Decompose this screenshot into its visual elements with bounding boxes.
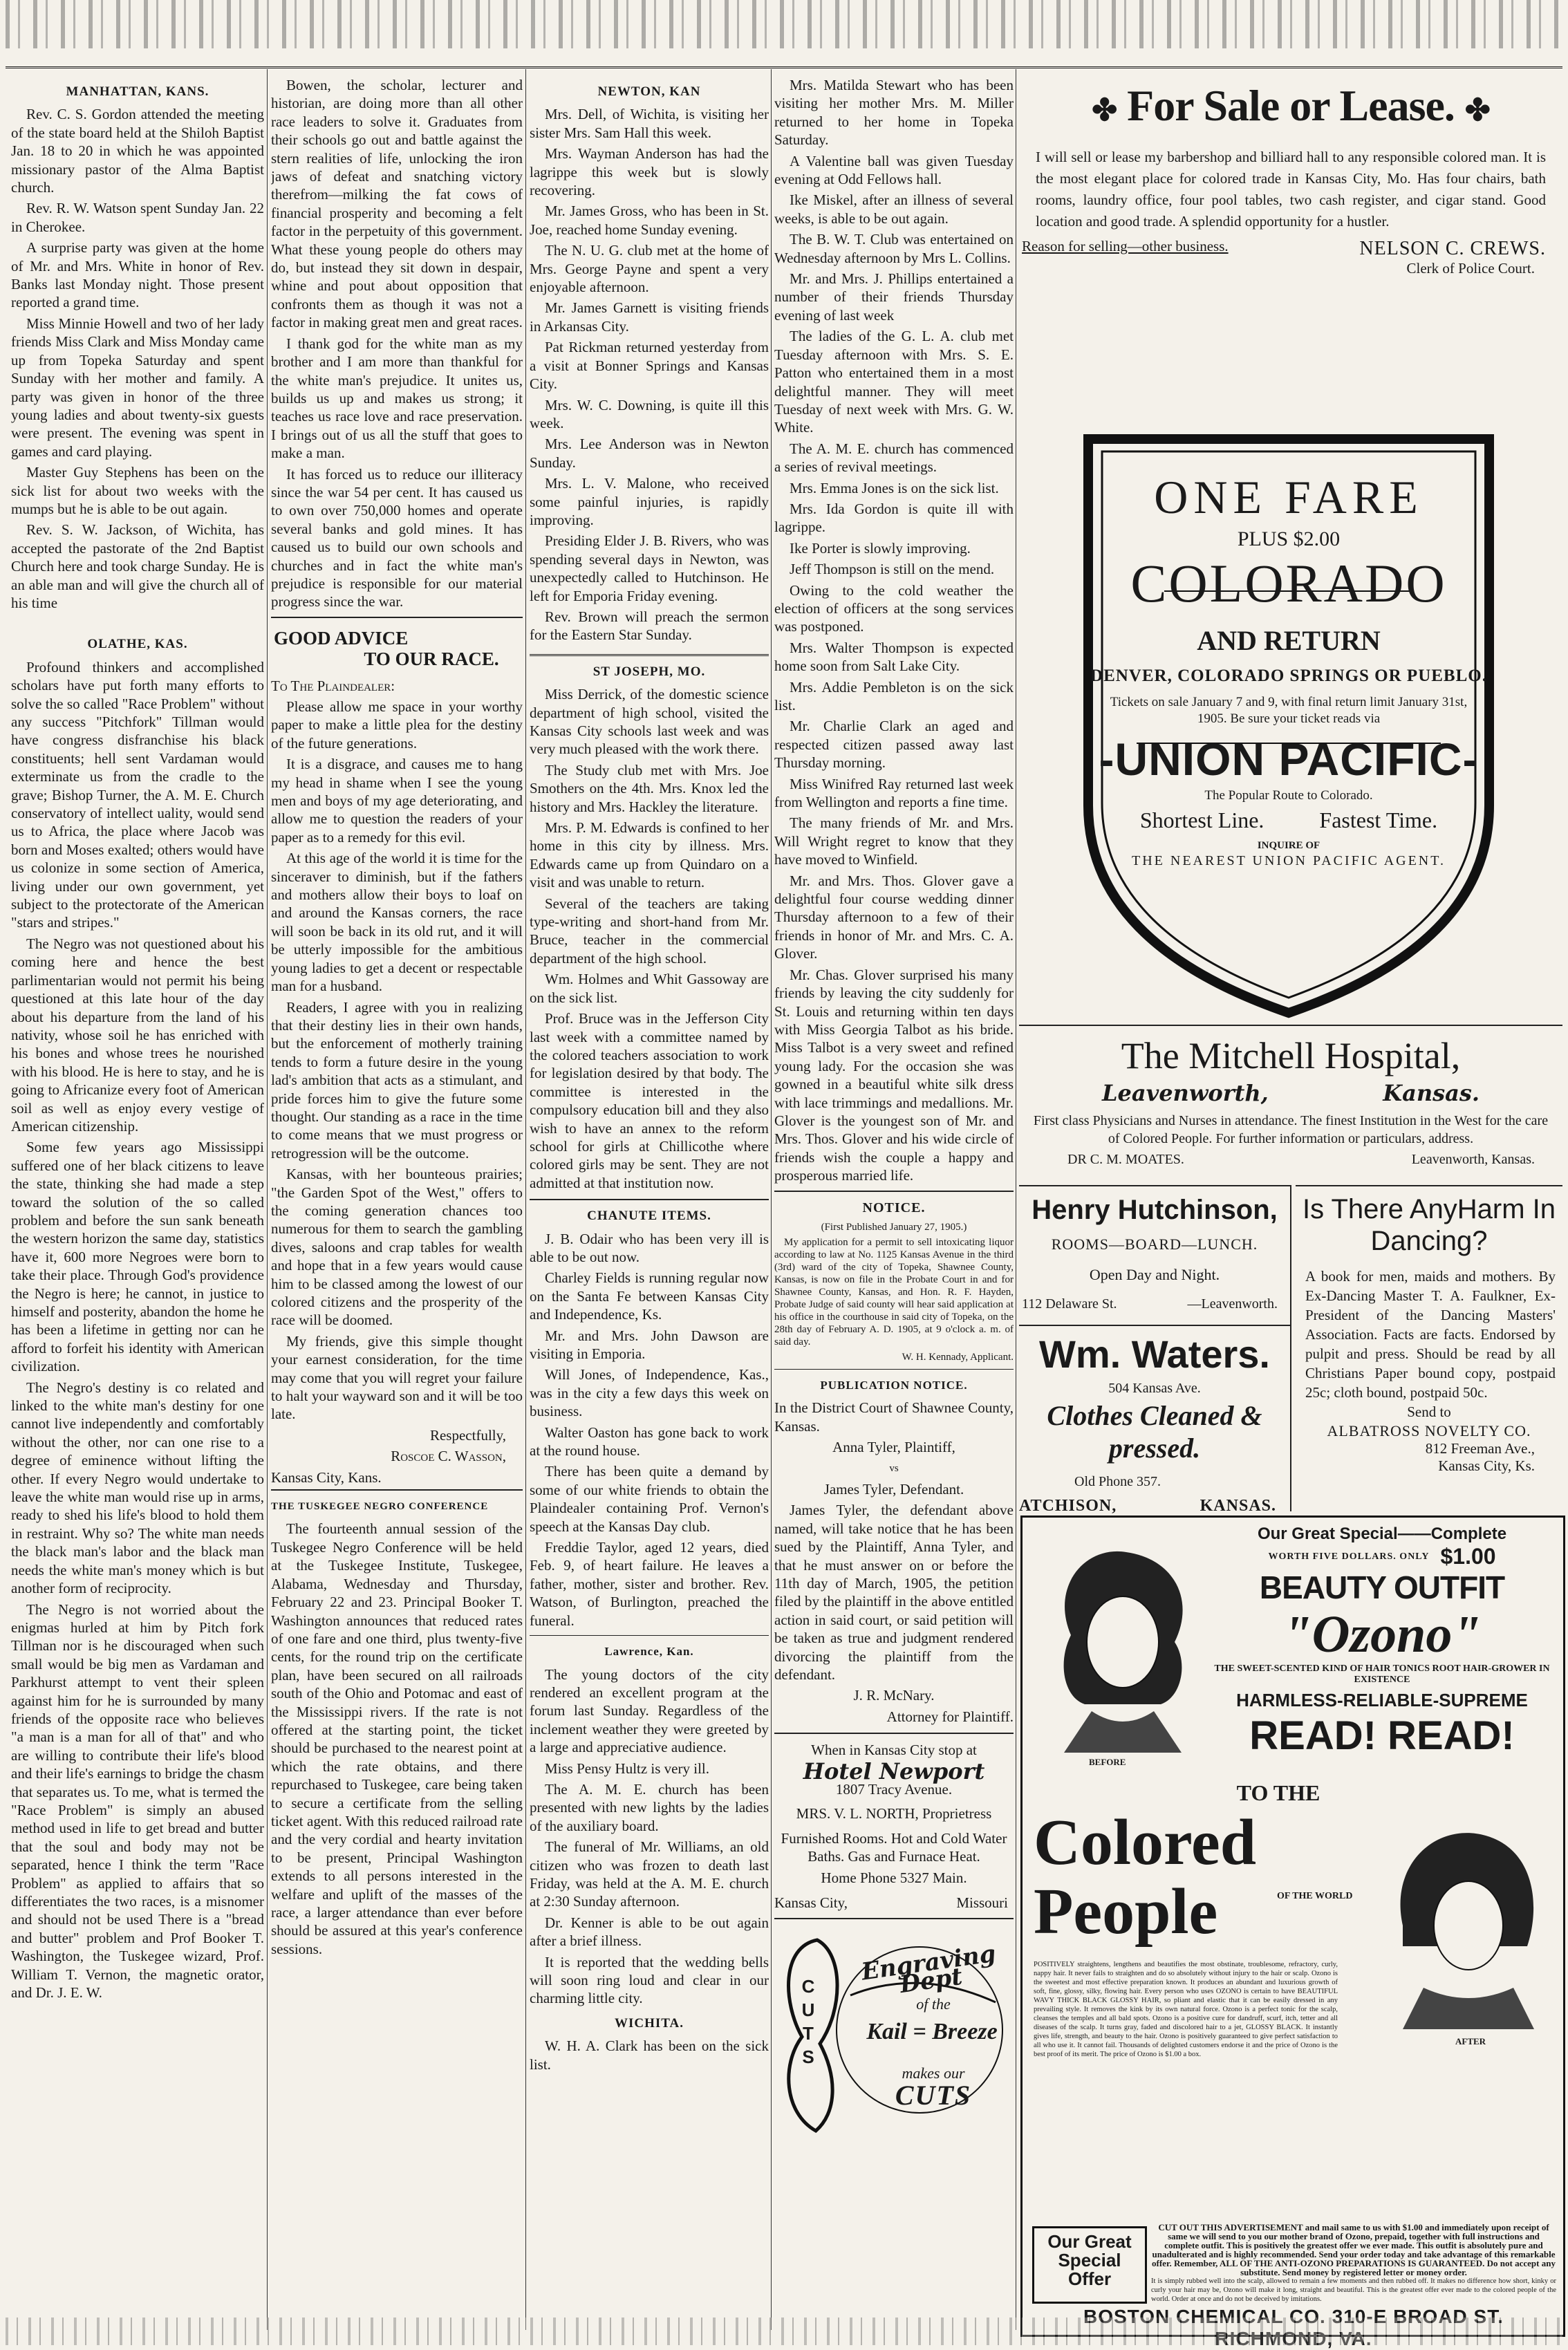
ozono-claim: HARMLESS-RELIABLE-SUPREME [1236, 1690, 1528, 1710]
paragraph: Miss Pensy Hultz is very ill. [545, 1760, 710, 1777]
paragraph: There has been quite a demand by some of our white friends to obtain the Plaindealer containing Prof. Vernon's speech at the Kansas Day club. [530, 1463, 769, 1535]
paragraph: Mr. Charlie Clark an aged and respected citizen passed away last Thursday morning. [774, 718, 1014, 772]
paragraph: The Negro's destiny is co related and linked to the white man's destiny for one cannot live independently and comfortably without the other, nor can one rise to a degree of eminence without lifting the other. If every Negro would undertake to leave the white man would rise up in arms, ready to shed his life's blood to hold them in restraint. Why so? The white man needs the black man's labor and the black man needs the white man's money which is but another form of reciprocity. [11, 1379, 264, 1597]
column-4 [774, 76, 1014, 2337]
section-heading-manhattan: MANHATTAN, KANS. [66, 84, 209, 99]
paragraph: Miss Derrick, of the domestic science department of high school, visited the Kansas City schools last week and was very much pleased with the work there. [530, 686, 769, 758]
hotel-phone: Home Phone 5327 Main. [821, 1869, 967, 1886]
dancing-company: ALBATROSS NOVELTY CO. [1327, 1422, 1531, 1439]
destination-heading: COLORADO [1130, 553, 1447, 613]
lawrence-news [530, 1666, 769, 2008]
paragraph: Ike Porter is slowly improving. [790, 539, 971, 557]
after-portrait-icon [1382, 1822, 1548, 2029]
tuskegee-article: The fourteenth annual session of the Tuskegee Negro Conference will be held at the Tuskegee Institute, Tuskegee, Alabama, Wednesday and Thursday, February 22 and 23. Principal Booker T. Washington announces that reduced rates of one fare and one third, plus twenty-five cents, for the round trip on the certificate plan, have been secured on all railroads south of the Ohio and Potomac and east of the Mississippi rivers. If the rate is not offered at the starting point, the ticket should be purchased to the nearest point at which the rate obtains, and there repurchased to Tuskegee, care being taken to secure a certificate from the selling ticket agent. With this reduced railroad rate and the very cordial and hearty invitation to be present, Principal Washington extends to all persons interested in the welfare and uplift of the masses of the race, a larger attendance than ever before should be assured at this year's conference sessions. [271, 1520, 523, 1957]
paragraph: Readers, I agree with you in realizing that their destiny lies in their own hands, but the enforcement of motherly training tends to form a future desire in the young lad's ambition that acts as a stimulant, and pride forces him to give the future some thought. Our standing as a race in the time to come means that we must progress or retrogression will be the outcome. [271, 998, 523, 1162]
engraving-ad [774, 1926, 1014, 2141]
paragraph: It is reported that the wedding bells will soon ring loud and clear in our charming little city. [530, 1953, 769, 2007]
waters-state: KANSAS. [1200, 1497, 1276, 1515]
section-heading-newton: NEWTON, KAN [597, 84, 701, 99]
paragraph: Several of the teachers are taking type-writing and short-hand from Mr. Bruce, teacher in the commercial department of the high school. [530, 895, 769, 967]
forsale-ad-body: I will sell or lease my barbershop and billiard hall to any responsible colored man. It is the most elegant place for colored trade in Kansas City, Mo. Has four chairs, bath rooms, laundry office, four pool tables, two cash register, and cigar stand. Good location and good trade. A splendid opportunity for a hustler. [1036, 149, 1546, 230]
destination-cities: DENVER, COLORADO SPRINGS OR PUEBLO. [1090, 666, 1487, 685]
newspaper-page [6, 0, 1562, 2349]
advice-heading-1: GOOD ADVICE [274, 627, 409, 649]
engraving-of: of the [916, 1995, 951, 2013]
advice-article [271, 698, 523, 1424]
hospital-city: Leavenworth, [1102, 1080, 1269, 1106]
paragraph: My friends, give this simple thought your earnest consideration, for the time may come that you will regret your failure to halt your wayward son and it will be too late. [271, 1332, 523, 1423]
ozono-of-world: OF THE WORLD [1277, 1891, 1353, 1901]
ozono-read: READ! READ! [1249, 1713, 1515, 1758]
ozono-coupon [1151, 2223, 1556, 2304]
paragraph: Owing to the cold weather the election of officers at the song services was postponed. [774, 581, 1014, 635]
publication-plaintiff: Anna Tyler, Plaintiff, [832, 1439, 955, 1456]
hutchinson-services: ROOMS—BOARD—LUNCH. [1051, 1235, 1258, 1253]
section-heading-olathe: OLATHE, KAS. [87, 637, 188, 652]
advice-closing: Respectfully, [429, 1426, 506, 1444]
paragraph: The funeral of Mr. Williams, an old citizen who was frozen to death last Friday, was held at the A. M. E. church at 2:30 Sunday afternoon. [530, 1838, 769, 1910]
olathe-article [11, 658, 264, 2002]
publication-attorney-title: Attorney for Plaintiff. [886, 1708, 1014, 1725]
shortest-line: Shortest Line. [1139, 808, 1264, 832]
olathe-article-continued [271, 76, 523, 611]
paragraph: Mrs. Wayman Anderson has had the lagrippe this week but is slowly recovering. [530, 145, 769, 199]
publication-vs: vs [889, 1462, 899, 1474]
paragraph: Will Jones, of Independence, Kas., was in the city a few days this week on business. [530, 1366, 769, 1420]
paragraph: The Study club met with Mrs. Joe Smothers on the 4th. Mrs. Knox led the history and Mrs. Hackley the literature. [530, 761, 769, 815]
paragraph: Bowen, the scholar, lecturer and historian, are doing more than all other race leaders to solve it. Graduates from their schools go out and battle against the stern realities of life, unlocking the iron jaws of defeat and snatching victory therefrom—milking the fat cows of financial prosperity and becoming a felt factor in the perpetuity of this government. What these young people do others may do, but instead they sit down in despair, whine and pout about opposition that confronts them as though it was not a factor in making great men and great races. [271, 77, 523, 331]
chanute-news [530, 1230, 769, 1630]
stjoseph-news [530, 685, 769, 1192]
notice-heading: NOTICE. [862, 1200, 926, 1215]
ozono-people: People [1034, 1876, 1218, 1948]
engraving-paper: Kail = Breeze [866, 2018, 998, 2044]
waters-name: Wm. Waters. [1019, 1325, 1290, 1377]
waters-address: 504 Kansas Ave. [1108, 1381, 1201, 1396]
paragraph: Mrs. Dell, of Wichita, is visiting her sister Mrs. Sam Hall this week. [530, 106, 769, 141]
after-label: AFTER [1455, 2036, 1486, 2046]
ozono-worth: WORTH FIVE DOLLARS. ONLY [1268, 1551, 1430, 1562]
inquire-label: INQUIRE OF [1257, 840, 1320, 851]
dancing-address-1: 812 Freeman Ave., [1425, 1440, 1535, 1457]
ozono-coupon-heading: CUT OUT THIS ADVERTISEMENT and mail same to us with $1.00 and immediately upon receipt of same we will send to you our mother brand of Ozono, prepaid, together with full instructions and complete outfit. This is positively the greatest offer we ever made. This outfit is absolutely pure and unadulterated and is highly recommended. Send your order today and take advantage of this remarkable offer. Remember, ALL OF THE ANTI-OZONO PREPARATIONS IS GUARANTEED. Do not accept any substitute. Send money by registered letter or money order. [1152, 2222, 1556, 2277]
torn-top-edge [6, 0, 1562, 48]
paragraph: Wm. Holmes and Whit Gassoway are on the sick list. [530, 971, 769, 1006]
paragraph: At this age of the world it is time for the sinceraver to diminish, but if the fathers and mothers allow their boys to loaf on and around the Kansas corners, the race will soon be back in its old rut, and it will be utterly impossible for the ambitious young ladies to get a decent or respectable man for a husband. [271, 850, 523, 995]
paragraph: Please allow me space in your worthy paper to make a little plea for the destiny of the future generations. [271, 698, 523, 752]
paragraph: Mrs. Walter Thompson is expected home soon from Salt Lake City. [774, 639, 1014, 675]
column-rule [525, 69, 526, 2330]
ticket-details: Tickets on sale January 7 and 9, with final return limit January 31st, 1905. Be sure your ticket reads via [1110, 695, 1468, 726]
hospital-doctor-city: Leavenworth, Kansas. [1411, 1152, 1535, 1167]
paragraph: Rev. R. W. Watson spent Sunday Jan. 22 in Cherokee. [11, 200, 264, 235]
paragraph: A Valentine ball was given Tuesday evening at Odd Fellows hall. [774, 152, 1014, 188]
advice-signer-city: Kansas City, Kans. [271, 1468, 382, 1486]
ozono-tagline: THE SWEET-SCENTED KIND OF HAIR TONICS ROOT HAIR-GROWER IN EXISTENCE [1214, 1663, 1550, 1685]
paragraph: I thank god for the white man as my brother and I am more than thankful for the white man's prejudice. It unites us, builds us up and makes us strong; it teaches us race love and race preservation. I brings out of us all the stuff that goes to make a man. [271, 335, 523, 462]
publication-body: James Tyler, the defendant above named, will take notice that he has been sued by the Plaintiff, Anna Tyler, and that he must answer on or before the 11th day of March, 1905, the petition filed by the plaintiff in the above entitled action in said court, or said petition will be taken as true and judgment rendered divorcing the plaintiff from the defendant. [774, 1502, 1014, 1684]
hutchinson-name: Henry Hutchinson, [1032, 1195, 1278, 1225]
engraving-side-cuts: CUTS [801, 1975, 815, 2067]
torn-bottom-edge [6, 2318, 1562, 2345]
union-pacific-ad [1061, 442, 1517, 869]
paragraph: Miss Minnie Howell and two of her lady friends Miss Clark and Miss Monday came up from Topeka Saturday and spent Sunday with her mother and family. A party was given in honor of the three young ladies and about twenty-six guests were present. The evening was spent in games and card playing. [11, 315, 264, 460]
hutchinson-address: 112 Delaware St. [1022, 1296, 1117, 1312]
waters-service: Clothes Cleaned & pressed. [1047, 1400, 1262, 1464]
mitchell-hospital-ad [1019, 1025, 1562, 1168]
paragraph: Mr. James Gross, who has been in St. Joe, reached home Sunday evening. [530, 203, 769, 238]
advice-salutation: To The Plaindealer: [271, 677, 395, 694]
hotel-state: Missouri [956, 1894, 1008, 1912]
column-1 [11, 76, 264, 2337]
publication-heading: PUBLICATION NOTICE. [820, 1378, 968, 1392]
paragraph: Profound thinkers and accomplished scholars have put forth many efforts to solve the so called "Race Problem" without any success "Pitchfork" Tillman would have congress disfranchise his black constituents; hell sent Vardaman would exterminate us from the cradle to the grave; Bishop Turner, the A. M. E. Church conservatory of intellect uality, would send us to Africa, the place where Jacob was born and Moses exalted; others would have us colonize in some section of America, living under our own government, yet subject to the protectorate of the American "stars and stripes." [11, 658, 264, 931]
hotel-intro: When in Kansas City stop at [811, 1742, 977, 1759]
paragraph: Mrs. Emma Jones is on the sick list. [790, 479, 999, 496]
paragraph: The A. M. E. church has commenced a series of revival meetings. [774, 440, 1014, 476]
dancing-address-2: Kansas City, Ks. [1438, 1457, 1535, 1474]
dancing-book-ad [1296, 1185, 1562, 1511]
fare-plus: PLUS $2.00 [1237, 528, 1341, 550]
dancing-book-title: Is There AnyHarm In Dancing? [1302, 1194, 1556, 1256]
paragraph: Pat Rickman returned yesterday from a visit at Bonner Springs and Kansas City. [530, 339, 769, 393]
hotel-name: Hotel Newport [803, 1757, 985, 1784]
paragraph: Mrs. Lee Anderson was in Newton Sunday. [530, 436, 769, 471]
hotel-address: 1807 Tracy Avenue. [835, 1781, 953, 1798]
hotel-city: Kansas City, [774, 1894, 848, 1912]
hutchinson-waters-ads [1019, 1185, 1291, 1515]
paragraph: The N. U. G. club met at the home of Mrs. George Payne and spent a very enjoyable afternoon. [530, 242, 769, 296]
hospital-name: The Mitchell Hospital, [1121, 1035, 1461, 1076]
paragraph: It is a disgrace, and causes me to hang my head in shame when I see the young men and boys of my age deteriorating, and allow me to question the readers of your paper as to a remedy for this evil. [271, 756, 523, 846]
dancing-book-body: A book for men, maids and mothers. By Ex-Dancing Master T. A. Faulkner, Ex-President of the Dancing Masters' Association. Facts are facts. Endorsed by pulpit and press. Should be read by all Christians Paper bound copy, postpaid 25c; cloth bound, postpaid 50c. [1305, 1268, 1556, 1401]
forsale-advertiser: NELSON C. CREWS. [1359, 238, 1546, 259]
column-rule [267, 69, 268, 2330]
paragraph: Mrs. W. C. Downing, is quite ill this week. [530, 396, 769, 431]
advertisements-column [1019, 76, 1562, 2349]
paragraph: Mrs. P. M. Edwards is confined to her home in this city by illness. Mrs. Edwards came up from Quindaro on a visit and was unable to return. [530, 819, 769, 891]
paragraph: The A. M. E. church has been presented with new lights by the ladies of the auxiliary board. [530, 1780, 769, 1834]
notice-date: (First Published January 27, 1905.) [821, 1221, 967, 1233]
section-heading-chanute: CHANUTE ITEMS. [587, 1209, 711, 1224]
paragraph: Mr. and Mrs. John Dawson are visiting in Emporia. [530, 1327, 769, 1362]
paragraph: Rev. Brown will preach the sermon for the Eastern Star Sunday. [530, 608, 769, 644]
paragraph: Rev. C. S. Gordon attended the meeting of the state board held at the Shiloh Baptist Jan. 18 to 20 in which he was appointed missionary pastor of the Alma Baptist church. [11, 106, 264, 196]
before-label: BEFORE [1089, 1757, 1126, 1767]
paragraph: Mr. and Mrs. J. Phillips entertained a number of their friends Thursday evening of last week [774, 270, 1014, 324]
paragraph: Dr. Kenner is able to be out again after a brief illness. [530, 1914, 769, 1950]
dancing-send-to: Send to [1407, 1404, 1451, 1420]
paragraph: The young doctors of the city rendered an excellent program at the forum last Sunday. Regardless of the inclement weather they were greeted by a large and appreciative audience. [530, 1666, 769, 1756]
ozono-price: $1.00 [1440, 1544, 1496, 1569]
paragraph: Master Guy Stephens has been on the sick list for about two weeks with the mumps but he is able to be out again. [11, 464, 264, 517]
column-rule [771, 69, 772, 2330]
paragraph: Ike Miskel, after an illness of several weeks, is able to be out again. [774, 192, 1014, 227]
paragraph: The many friends of Mr. and Mrs. Will Wright regret to know that they have moved to Winfield. [774, 814, 1014, 868]
hospital-state: Kansas. [1383, 1080, 1480, 1106]
top-rule [6, 66, 1562, 68]
paragraph: Walter Oaston has gone back to work at the round house. [530, 1424, 769, 1460]
paragraph: Mrs. Matilda Stewart who has been visiting her mother Mrs. M. Miller returned to her home in Topeka Saturday. [774, 77, 1014, 149]
forsale-advertiser-title: Clerk of Police Court. [1406, 260, 1535, 277]
paragraph: Kansas, with her bounteous prairies; "the Garden Spot of the West," offers to the coming generation chances too numerous for them to search the gambling dives, saloons and crap tables for wealth and hope that in a few years would cause him to be classed among the lowest of our colored citizens and the prosperity of the race will be doomed. [271, 1166, 523, 1329]
ozono-beauty-ad [1020, 1516, 1565, 2349]
leaf-ornament-icon: ✤ [1464, 93, 1490, 127]
route-tagline: The Popular Route to Colorado. [1204, 788, 1373, 803]
paragraph: J. B. Odair who has been very ill is able to be out now. [530, 1230, 769, 1265]
paragraph: The Negro was not questioned about his coming here and hence the best parlimentarian would not permit his being questioned at this late hour of the day about his departure from the land of his nativity, whose soil he has enriched with his bones and whose trees he nourished with his blood. He is here to stay, and he is going to Africanize every foot of American soil as well as enjoy every vestige of American citizenship. [11, 935, 264, 1135]
paragraph: It has forced us to reduce our illiteracy since the war 54 per cent. It has caused us to own over 750,000 homes and operate several banks and gold mines. It has caused us to build our own schools and churches and in fact the white man's prejudice is responsible for our material progress since the war. [271, 465, 523, 610]
section-heading-lawrence: Lawrence, Kan. [604, 1645, 694, 1659]
manhattan-news [11, 105, 264, 612]
advice-heading-2: TO OUR RACE. [364, 649, 499, 670]
notice-signer: W. H. Kennady, Applicant. [902, 1351, 1014, 1363]
hotel-proprietress: MRS. V. L. NORTH, Proprietress [796, 1805, 992, 1822]
waters-phone: Old Phone 357. [1074, 1474, 1161, 1489]
publication-court: In the District Court of Shawnee County, Kansas. [774, 1399, 1014, 1435]
paragraph: Mr. Chas. Glover surprised his many friends by leaving the city suddenly for St. Louis and returning within ten days with Miss Georgia Talbot as his bride. Miss Talbot is a very sweet and refined young lady. For the occasion she was gowned in a beautiful white silk dress with lace trimmings and medallions. Mr. Glover is the youngest son of Mr. and Mrs. Thos. Glover and his wide circle of friends wish the couple a happy and prosperous married life. [774, 966, 1014, 1184]
paragraph: The B. W. T. Club was entertained on Wednesday afternoon by Mrs L. Collins. [774, 231, 1014, 266]
paragraph: Mr. James Garnett is visiting friends in Arkansas City. [530, 299, 769, 335]
paragraph: A surprise party was given at the home of Mr. and Mrs. White in honor of Rev. Banks last Monday night. Those present reported a grand time. [11, 239, 264, 311]
paragraph: Charley Fields is running regular now on the Santa Fe between Kansas City and Independence, Ks. [530, 1269, 769, 1323]
local-news [774, 76, 1014, 1185]
hutchinson-hours: Open Day and Night. [1089, 1266, 1220, 1283]
paragraph: The Negro is not worried about the enigmas hurled at him by Pitch fork Tillman nor is he discouraged when such small would be big men as Vardaman and Parkhurst attempt to vent their spleen against him for he is surrounded by many friends of the opposite race who believes "a man is a man for all of that" and who are willing to contribute their life's blood and their life's earnings to bridge the chasm that separates us. To me, what is termed the "Race Problem" is simply an abused method used in life to get bread and butter that the soul and body may not be separated, hence I think the term "Race Problem" as applied to affairs that so differentiates the two races, is a misnomer and should not be used There is a "bread and butter" problem and Prof Booker T. Washington, the Tuskegee wizard, Prof. William T. Vernon, the magnetic orator, and Dr. J. E. W. [11, 1601, 264, 2002]
paragraph: Miss Winifred Ray returned last week from Wellington and reports a fine time. [774, 775, 1014, 811]
forsale-ad-title: ✤ For Sale or Lease. ✤ [1092, 81, 1490, 130]
paragraph: Mrs. Ida Gordon is quite ill with lagrippe. [774, 500, 1014, 536]
publication-defendant: James Tyler, Defendant. [823, 1481, 964, 1498]
publication-attorney: J. R. McNary. [853, 1687, 935, 1704]
advice-signer: Roscoe C. Wasson, [391, 1448, 506, 1465]
ozono-special: Our Great Special——Complete [1257, 1524, 1507, 1543]
paragraph: Mr. and Mrs. Thos. Glover gave a delightful four course wedding dinner Thursday afternoon to a few of their friends in honor of Mr. and Mrs. C. A. Glover. [774, 872, 1014, 962]
fastest-time: Fastest Time. [1319, 808, 1438, 832]
ozono-colored: Colored [1034, 1807, 1257, 1878]
ozono-company: BOSTON CHEMICAL CO. 310-E BROAD ST. RICHMOND, VA. [1083, 2306, 1504, 2349]
paragraph: Jeff Thompson is still on the mend. [790, 561, 995, 578]
ozono-coupon-body: It is simply rubbed well into the scalp, allowed to remain a few moments and then rubbed off. It makes no difference how short, kinky or curly your hair may be, Ozono will make it long, straight and beautiful. This is the greatest offer ever made to the colored people of the world. Order at once and do not be deceived by imitations. [1151, 2277, 1556, 2303]
section-heading-stjoseph: ST JOSEPH, MO. [592, 664, 706, 679]
agent-label: THE NEAREST UNION PACIFIC AGENT. [1132, 853, 1446, 868]
hospital-description: First class Physicians and Nurses in attendance. The finest Institution in the West for the care of Colored People. For further information or particulars, address. [1033, 1113, 1549, 1146]
paragraph: The ladies of the G. L. A. club met Tuesday afternoon with Mrs. S. E. Patton who entertained them in a most delightful manner. They will meet Tuesday of next week with Mrs. G. W. White. [774, 328, 1014, 436]
ozono-to-the: TO THE [1236, 1780, 1320, 1805]
hospital-doctor: DR C. M. MOATES. [1067, 1152, 1184, 1167]
ozono-special-offer: Our Great Special Offer [1032, 2226, 1147, 2304]
ozono-description: POSITIVELY straightens, lengthens and beautifies the most obstinate, troublesome, refractory, curly, nappy hair. It never fails to straighten and do so absolutely without injury to the hair or scalp. Ozono is the sweetest and most effective preparation known. It produces an abundant and luxurious growth of soft, fine, glossy, silky, flowing hair. Every person who uses OZONO is certain to have BEAUTIFUL WAVY THICK BLACK GLOSSY HAIR, so pliant and elastic that it can be easily dressed in any prevailing style. It removes the kink by its own natural force. Ozono is a perfect tonic for the scalp, cleanses the temples and all bald spots. Ozono is a positive cure for dandruff, scurf, itch, tetter and all diseases of the scalp. It turns gray, faded and discolored hair to a jet, GLOSSY BLACK. It instantly gives life, strength, and beauty to the hair. Ozono is positively guaranteed to give perfect satisfaction to all who use it. It cannot fail. Thousands of delighted customers endorse it and the price of Ozono is the best proof of its merit. The price of Ozono is $1.00 a box. [1034, 1961, 1338, 2058]
engraving-dept: Engraving Dept [859, 1939, 998, 1999]
fare-heading: ONE FARE [1154, 471, 1424, 523]
ozono-brand: "Ozono" [1282, 1605, 1482, 1663]
hutchinson-city: —Leavenworth. [1187, 1296, 1278, 1312]
paragraph: Mrs. L. V. Malone, who received some painful injuries, is rapidly improving. [530, 475, 769, 528]
paragraph: Presiding Elder J. B. Rivers, who was spending several days in Newton, was unexpectedly called to Hutchinson. He left for Emporia Friday evening. [530, 532, 769, 604]
forsale-reason: Reason for selling—other business. [1022, 238, 1229, 254]
ozono-outfit: BEAUTY OUTFIT [1259, 1569, 1505, 1605]
paragraph: Some few years ago Mississippi suffered one of her black citizens to leave the state, thinking she had made a step toward the solution of the so called problem and before the sun sank beneath the western horizon the same day, statistics have it, 600 more Negroes were born to take their place. Through God's providence the Negro is here; he cannot, in justice to himself and posterity, abandon the home he has been a lifetime in getting nor can he afford to forfeit his identity with American civilization. [11, 1139, 264, 1375]
column-2 [271, 76, 523, 2337]
engraving-cuts: CUTS [895, 2079, 972, 2111]
engraving-makes: makes our [902, 2064, 965, 2082]
return-heading: AND RETURN [1197, 625, 1381, 656]
hotel-amenities: Furnished Rooms. Hot and Cold Water Baths. Gas and Furnace Heat. [781, 1829, 1007, 1865]
waters-city: ATCHISON, [1019, 1497, 1117, 1515]
section-heading-wichita: WICHITA. [614, 2015, 684, 2031]
notice-body: My application for a permit to sell intoxicating liquor according to law at No. 1125 Kansas Avenue in the third (3rd) ward of the city of Topeka, Shawnee County, Kansas, is now on file in the Probate Court in and for Shawnee County, Kansas, and Hon. R. F. Hayden, Probate Judge of said county will hear said application at his office in the courthouse in said city of Topeka, on the 28th day of February A. D. 1905, at 9 o'clock a. m. of said day. [774, 1236, 1014, 1347]
paragraph: Freddie Taylor, aged 12 years, died Feb. 9, of heart failure. He leaves a father, mother, sister and brother. Rev. Watson, of Burlington, preached the funeral. [530, 1539, 769, 1629]
before-portrait-icon [1043, 1545, 1202, 1753]
leaf-ornament-icon: ✤ [1092, 93, 1117, 127]
tuskegee-heading: THE TUSKEGEE NEGRO CONFERENCE [271, 1501, 489, 1513]
column-3 [530, 76, 769, 2337]
union-pacific-logo-text: -UNION PACIFIC- [1099, 734, 1479, 785]
paragraph: Rev. S. W. Jackson, of Wichita, has accepted the pastorate of the 2nd Baptist Church here and took charge Sunday. He is an able man and will give the church all of his time [11, 521, 264, 611]
newton-news [530, 105, 769, 644]
paragraph: Prof. Bruce was in the Jefferson City last week with a committee named by the colored teachers association to work for legislation desired by that body. The committee is interested in the compulsory education bill and they also wish to have an annex to the reform school for girls at Chillicothe where colored girls may be sent. They are not admitted at that institution now. [530, 1010, 769, 1191]
paragraph: Mrs. Addie Pembleton is on the sick list. [774, 678, 1014, 714]
wichita-news: W. H. A. Clark has been on the sick list. [530, 2037, 769, 2073]
